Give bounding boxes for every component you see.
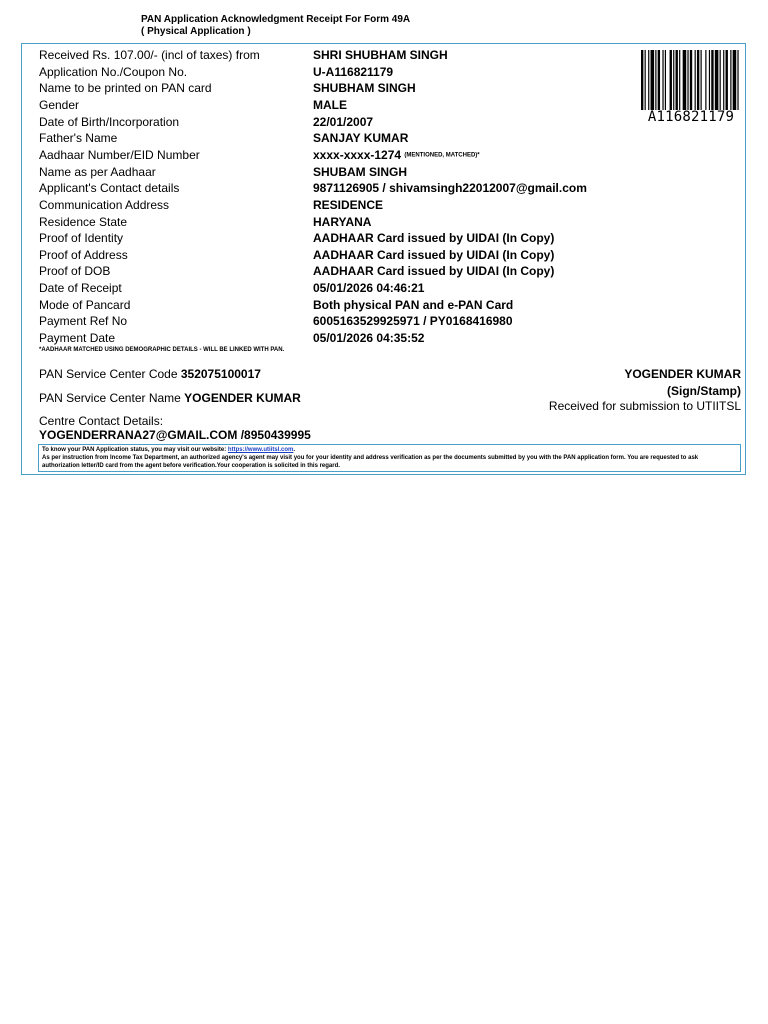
detail-row — [39, 330, 739, 347]
detail-label: Applicant's Contact details — [39, 181, 180, 196]
detail-label: Gender — [39, 97, 80, 112]
detail-row — [39, 263, 739, 280]
detail-row — [39, 130, 739, 147]
detail-label: Date of Birth/Incorporation — [39, 114, 180, 129]
detail-label: Proof of DOB — [39, 264, 111, 279]
service-center-code-value: 352075100017 — [180, 367, 261, 381]
detail-value: RESIDENCE — [313, 197, 384, 212]
detail-row — [39, 147, 739, 164]
detail-value: Both physical PAN and e-PAN Card — [313, 297, 514, 312]
detail-row — [39, 247, 739, 264]
receipt-subtitle: ( Physical Application ) — [141, 26, 251, 37]
signatory-name: YOGENDER KUMAR — [624, 367, 741, 381]
receipt-header — [141, 14, 410, 38]
detail-row — [39, 313, 739, 330]
info-line-status: To know your PAN Application status, you may visit our website: https://www.utiitsl.com. — [42, 447, 296, 453]
detail-value: 05/01/2026 04:46:21 — [313, 281, 425, 296]
detail-row — [39, 214, 739, 231]
service-center-code-label: PAN Service Center Code — [39, 367, 178, 381]
detail-label: Communication Address — [39, 197, 170, 212]
detail-label: Name as per Aadhaar — [39, 164, 156, 179]
detail-row — [39, 64, 739, 81]
detail-value: SHUBHAM SINGH — [313, 81, 416, 96]
detail-label: Received Rs. 107.00/- (incl of taxes) from — [39, 48, 260, 62]
detail-value: 9871126905 / shivamsingh22012007@gmail.com — [313, 181, 587, 196]
detail-label: Payment Ref No — [39, 314, 128, 329]
detail-label: Mode of Pancard — [39, 297, 131, 312]
detail-row — [39, 197, 739, 214]
detail-row — [39, 230, 739, 247]
detail-value: AADHAAR Card issued by UIDAI (In Copy) — [313, 231, 555, 246]
detail-label: Residence State — [39, 214, 128, 229]
info-notice — [38, 444, 741, 472]
aadhaar-note: *AADHAAR MATCHED USING DEMOGRAPHIC DETAILS - WILL BE LINKED WITH PAN. — [39, 347, 285, 353]
detail-value: HARYANA — [313, 214, 372, 229]
detail-label: Date of Receipt — [39, 281, 122, 296]
barcode-number: A116821179 — [647, 109, 735, 125]
service-center-code — [39, 367, 261, 381]
detail-row — [39, 80, 739, 97]
detail-row — [39, 97, 739, 114]
detail-row — [39, 164, 739, 181]
detail-value-note: (MENTIONED, MATCHED)* — [404, 152, 480, 159]
detail-value: MALE — [313, 97, 347, 112]
detail-row — [39, 280, 739, 297]
detail-label: Payment Date — [39, 331, 116, 346]
centre-contact-label: Centre Contact Details: — [39, 414, 164, 428]
receipt-title: PAN Application Acknowledgment Receipt For Form 49A — [141, 14, 411, 25]
service-center-name — [39, 391, 301, 405]
service-center-name-label: PAN Service Center Name — [39, 391, 181, 405]
detail-value: AADHAAR Card issued by UIDAI (In Copy) — [313, 264, 555, 279]
detail-row — [39, 114, 739, 131]
detail-label: Father's Name — [39, 131, 118, 146]
centre-contact-value: YOGENDERRANA27@GMAIL.COM /8950439995 — [39, 428, 311, 442]
service-center-name-value: YOGENDER KUMAR — [184, 391, 301, 405]
detail-label: Aadhaar Number/EID Number — [39, 147, 200, 162]
detail-value: 05/01/2026 04:35:52 — [313, 331, 425, 346]
receipt-box — [21, 43, 746, 475]
detail-value: AADHAAR Card issued by UIDAI (In Copy) — [313, 247, 555, 262]
utiitsl-website-link[interactable]: https://www.utiitsl.com — [227, 447, 294, 453]
detail-row — [39, 297, 739, 314]
detail-label: Proof of Identity — [39, 231, 124, 246]
detail-label: Proof of Address — [39, 247, 128, 262]
detail-row — [39, 47, 739, 64]
detail-row — [39, 180, 739, 197]
detail-label: Application No./Coupon No. — [39, 64, 188, 79]
detail-value: xxxx-xxxx-1274 (MENTIONED, MATCHED)* — [313, 147, 480, 162]
received-for-submission: Received for submission to UTIITSL — [548, 399, 741, 413]
detail-value: SANJAY KUMAR — [313, 131, 409, 146]
detail-value: SHRI SHUBHAM SINGH — [313, 48, 448, 62]
detail-value: 22/01/2007 — [313, 114, 374, 129]
detail-value: U-A116821179 — [313, 64, 394, 79]
info-line-verification: As per instruction from Income Tax Department, an authorized agency's agent may visit you for your identity and address verification as per the documents submitted by you with the PAN application form. You are requested to ask authorization letter/ID card from the agent before verification.Your cooperation is solicited in this regard. — [42, 455, 699, 469]
sign-stamp-label: (Sign/Stamp) — [667, 384, 741, 398]
detail-label: Name to be printed on PAN card — [39, 81, 212, 96]
detail-value: SHUBAM SINGH — [313, 164, 408, 179]
detail-value: 6005163529925971 / PY0168416980 — [313, 314, 513, 329]
